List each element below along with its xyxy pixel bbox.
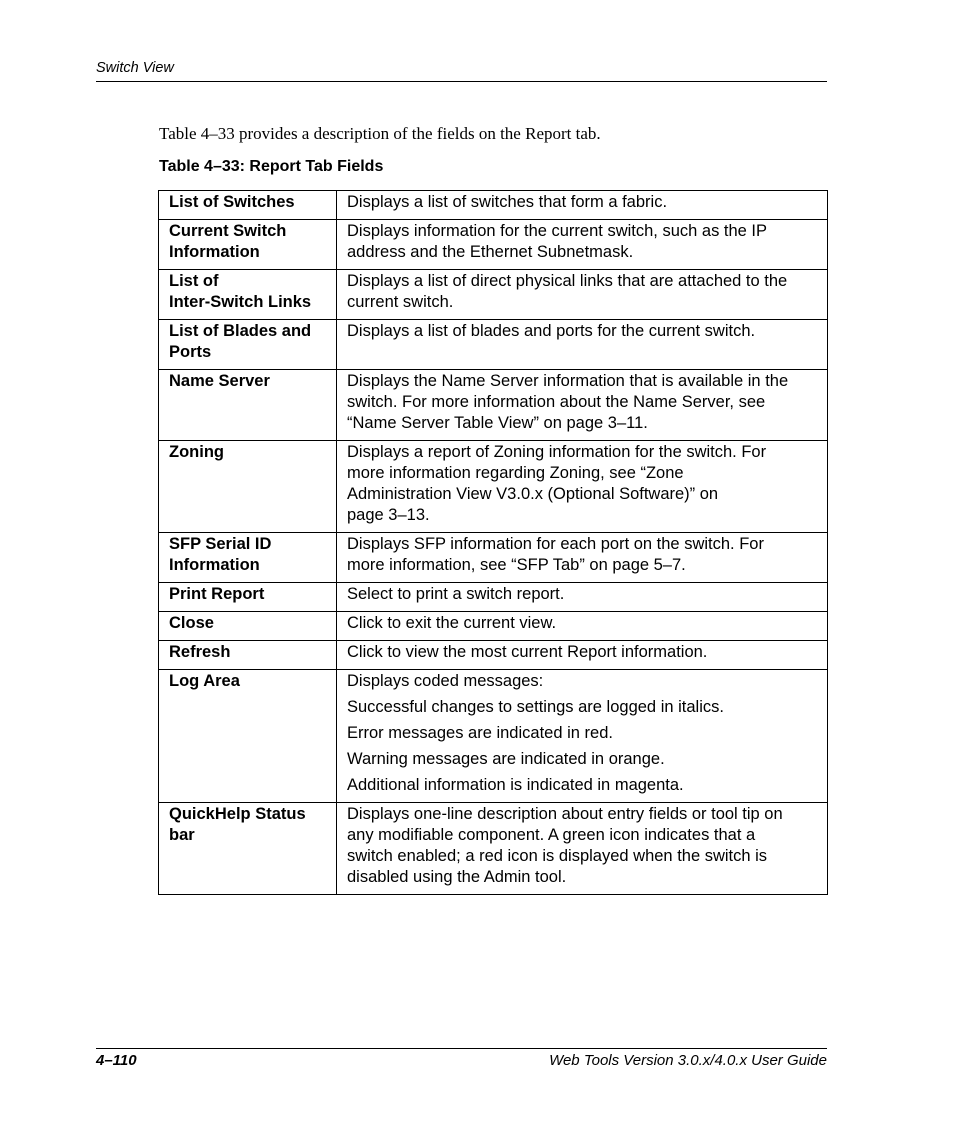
field-description-cell — [337, 320, 828, 370]
description-line: Displays information for the current switch, such as the IP — [347, 222, 768, 240]
field-name-line: Refresh — [169, 643, 231, 661]
field-description-cell — [337, 612, 828, 641]
field-name-cell — [159, 583, 337, 612]
field-description-cell — [337, 370, 828, 441]
description-line: Select to print a switch report. — [347, 585, 565, 603]
field-name-line: Current Switch — [169, 222, 287, 240]
field-name-cell — [159, 670, 337, 803]
field-name-line: Print Report — [169, 585, 265, 603]
field-name-cell — [159, 803, 337, 895]
field-name-line: Log Area — [169, 672, 240, 690]
description-line: switch enabled; a red icon is displayed when the switch is — [347, 847, 768, 865]
description-line: Displays a list of blades and ports for the current switch. — [347, 322, 756, 340]
field-description-cell — [337, 441, 828, 533]
table-row — [159, 670, 828, 803]
field-name-cell — [159, 220, 337, 270]
field-name-cell — [159, 533, 337, 583]
description-line: switch. For more information about the Name Server, see — [347, 393, 766, 411]
field-name-cell — [159, 641, 337, 670]
field-name-cell — [159, 612, 337, 641]
description-line: Click to exit the current view. — [347, 614, 557, 632]
description-line: page 3–13. — [347, 506, 430, 524]
description-paragraph: Error messages are indicated in red. — [347, 724, 613, 742]
field-name-cell — [159, 441, 337, 533]
report-tab-fields-table — [158, 190, 828, 895]
field-name-line: List of Blades and — [169, 322, 312, 340]
table-row — [159, 441, 828, 533]
description-line: disabled using the Admin tool. — [347, 868, 567, 886]
field-name-line: Zoning — [169, 443, 224, 461]
field-description-cell — [337, 670, 828, 803]
table-row — [159, 320, 828, 370]
field-description-cell — [337, 191, 828, 220]
description-paragraph: Warning messages are indicated in orange. — [347, 750, 665, 768]
description-line: Displays the Name Server information that is available in the — [347, 372, 789, 390]
description-paragraph: Displays coded messages: — [347, 672, 544, 690]
description-line: any modifiable component. A green icon indicates that a — [347, 826, 756, 844]
field-description-cell — [337, 641, 828, 670]
table-row — [159, 583, 828, 612]
intro-paragraph: Table 4–33 provides a description of the fields on the Report tab. — [159, 124, 601, 143]
description-line: more information, see “SFP Tab” on page 5–7. — [347, 556, 686, 574]
table-row — [159, 612, 828, 641]
field-name-line: SFP Serial ID — [169, 535, 272, 553]
table-row — [159, 803, 828, 895]
field-name-cell — [159, 191, 337, 220]
field-name-cell — [159, 270, 337, 320]
running-header: Switch View — [96, 60, 174, 76]
description-line: “Name Server Table View” on page 3–11. — [347, 414, 648, 432]
field-description-cell — [337, 533, 828, 583]
field-name-line: Ports — [169, 343, 212, 361]
description-paragraph: Additional information is indicated in magenta. — [347, 776, 684, 794]
field-description-cell — [337, 583, 828, 612]
field-name-line: List of — [169, 272, 219, 290]
footer-title: Web Tools Version 3.0.x/4.0.x User Guide — [549, 1052, 827, 1069]
table-row — [159, 270, 828, 320]
header-rule — [96, 81, 827, 82]
field-name-line: Close — [169, 614, 214, 632]
description-paragraph: Successful changes to settings are logged in italics. — [347, 698, 724, 716]
description-line: Administration View V3.0.x (Optional Software)” on — [347, 485, 719, 503]
description-line: Click to view the most current Report information. — [347, 643, 708, 661]
description-line: current switch. — [347, 293, 454, 311]
description-line: more information regarding Zoning, see “Zone — [347, 464, 684, 482]
table-body — [159, 191, 828, 895]
description-line: Displays SFP information for each port on the switch. For — [347, 535, 764, 553]
field-description-cell — [337, 803, 828, 895]
description-line: Displays a report of Zoning information for the switch. For — [347, 443, 767, 461]
field-name-line: List of Switches — [169, 193, 295, 211]
field-name-line: Information — [169, 556, 260, 574]
table-row — [159, 641, 828, 670]
field-name-line: bar — [169, 826, 195, 844]
table-caption: Table 4–33: Report Tab Fields — [159, 158, 384, 175]
table-row — [159, 370, 828, 441]
field-name-line: Name Server — [169, 372, 270, 390]
field-name-line: Inter-Switch Links — [169, 293, 312, 311]
description-line: Displays a list of direct physical links that are attached to the — [347, 272, 788, 290]
field-name-cell — [159, 370, 337, 441]
field-name-line: QuickHelp Status — [169, 805, 306, 823]
description-line: Displays one-line description about entry fields or tool tip on — [347, 805, 783, 823]
field-description-cell — [337, 220, 828, 270]
description-line: address and the Ethernet Subnetmask. — [347, 243, 634, 261]
description-line: Displays a list of switches that form a fabric. — [347, 193, 668, 211]
page-number: 4–110 — [96, 1052, 137, 1069]
field-description-cell — [337, 270, 828, 320]
field-name-line: Information — [169, 243, 260, 261]
table-row — [159, 220, 828, 270]
footer-rule — [96, 1048, 827, 1049]
table-row — [159, 533, 828, 583]
table-row — [159, 191, 828, 220]
field-name-cell — [159, 320, 337, 370]
